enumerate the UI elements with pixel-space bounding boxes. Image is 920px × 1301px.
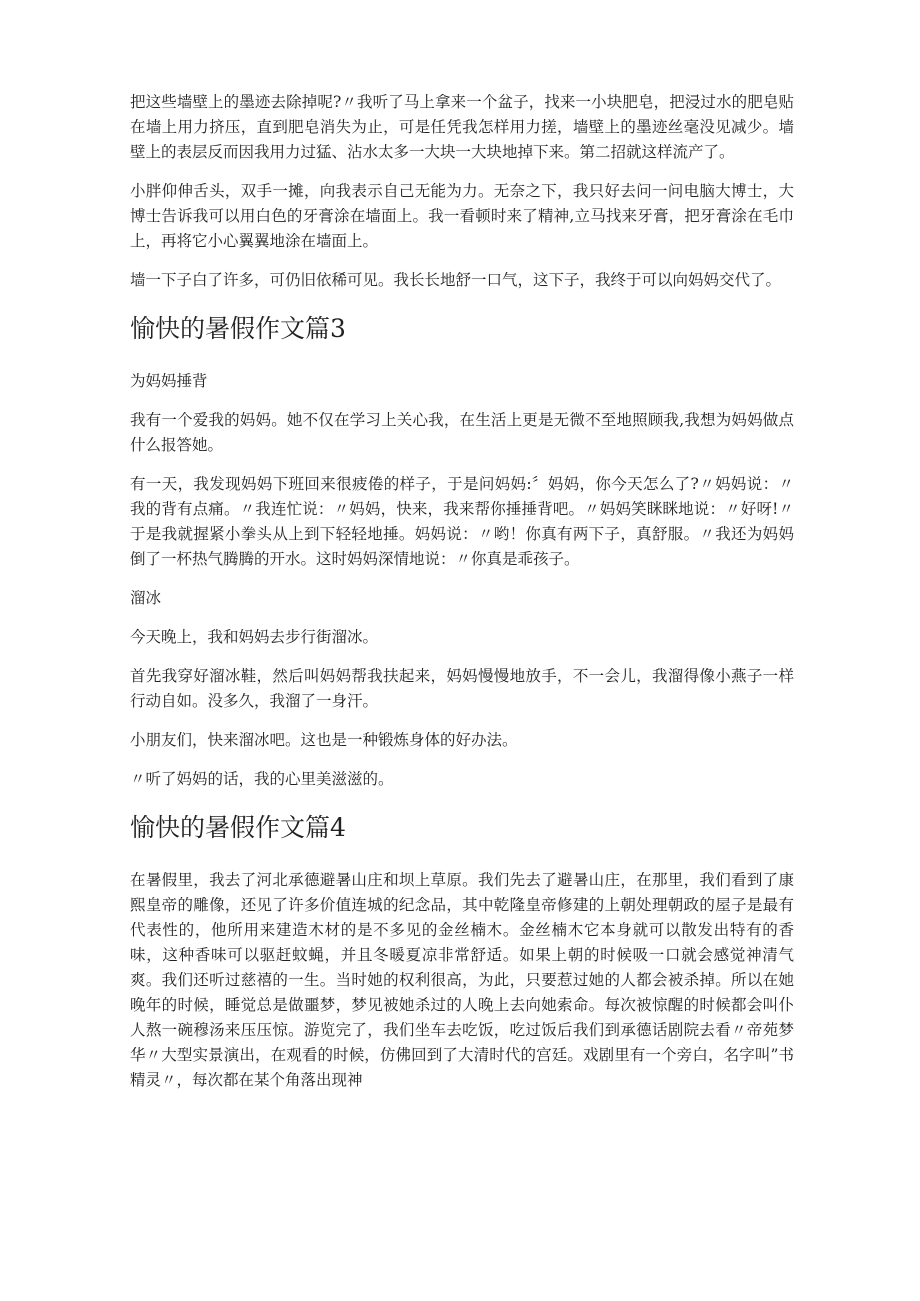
subsection-title: 溜冰 bbox=[130, 589, 162, 607]
paragraph: 首先我穿好溜冰鞋，然后叫妈妈帮我扶起来，妈妈慢慢地放手，不一会儿，我溜得像小燕子一样行动自如。没多久，我溜了一身汗。 bbox=[130, 667, 794, 710]
paragraph: 把这些墙壁上的墨迹去除掉呢?〃我听了马上拿来一个盆子，找来一小块肥皂，把浸过水的肥皂贴在墙上用力挤压，直到肥皂消失为止，可是任凭我怎样用力搓，墙壁上的墨迹丝毫没见减少。墙壁上的表层反而因我用力过猛、沾水太多一大块一大块地掉下来。第二招就这样流产了。 bbox=[130, 93, 794, 161]
paragraph: 今天晚上，我和妈妈去步行街溜冰。 bbox=[130, 628, 379, 646]
section-heading: 愉快的暑假作文篇4 bbox=[130, 813, 346, 842]
paragraph: 在暑假里，我去了河北承德避暑山庄和坝上草原。我们先去了避暑山庄，在那里，我们看到了康熙皇帝的雕像，还见了许多价值连城的纪念品，其中乾隆皇帝修建的上朝处理朝政的屋子是最有代表性的，他所用来建造木材的是不多见的金丝楠木。金丝楠木它本身就可以散发出特有的香味，这种香味可以驱赶蚊蝇，并且冬暖夏凉非常舒适。如果上朝的时候吸一口就会感觉神清气爽。我们还听过慈禧的一生。当时她的权利很高，为此，只要惹过她的人都会被杀掉。所以在她晚年的时候，睡觉总是做噩梦，梦见被她杀过的人晚上去向她索命。每次被惊醒的时候都会叫仆人熬一碗穆汤来压压惊。游览完了，我们坐车去吃饭，吃过饭后我们到承德话剧院去看〃帝苑梦华〃大型实景演出，在观看的时候，仿佛回到了大清时代的宫廷。戏剧里有一个旁白，名字叫”书精灵〃，每次都在某个角落出现神 bbox=[130, 871, 794, 1089]
subsection-title: 为妈妈捶背 bbox=[130, 372, 208, 390]
paragraph: 我有一个爱我的妈妈。她不仅在学习上关心我，在生活上更是无微不至地照顾我,我想为妈妈做点什么报答她。 bbox=[130, 411, 794, 454]
paragraph: 小朋友们，快来溜冰吧。这也是一种锻炼身体的好办法。 bbox=[130, 731, 518, 749]
document-page bbox=[130, 90, 794, 1107]
section-heading: 愉快的暑假作文篇3 bbox=[130, 314, 346, 343]
paragraph: 小胖仰伸舌头，双手一摊，向我表示自己无能为力。无奈之下，我只好去问一问电脑大博士，大博士告诉我可以用白色的牙膏涂在墙面上。我一看顿时来了精神,立马找来牙膏，把牙膏涂在毛巾上，再将它小心翼翼地涂在墙面上。 bbox=[130, 182, 794, 250]
paragraph: 〃听了妈妈的话，我的心里美滋滋的。 bbox=[130, 770, 394, 788]
paragraph: 有一天，我发现妈妈下班回来很疲倦的样子，于是问妈妈:〞妈妈，你今天怎么了?〃妈妈说：〃我的背有点痛。〃我连忙说：〃妈妈，快来，我来帮你捶捶背吧。〃妈妈笑眯眯地说：〃好呀!〃于是我就握紧小拳头从上到下轻轻地捶。妈妈说：〃哟！你真有两下子，真舒服。〃我还为妈妈倒了一杯热气腾腾的开水。这时妈妈深情地说：〃你真是乖孩子。 bbox=[130, 475, 794, 568]
paragraph: 墙一下子白了许多，可仍旧依稀可见。我长长地舒一口气，这下子，我终于可以向妈妈交代了。 bbox=[130, 271, 782, 289]
